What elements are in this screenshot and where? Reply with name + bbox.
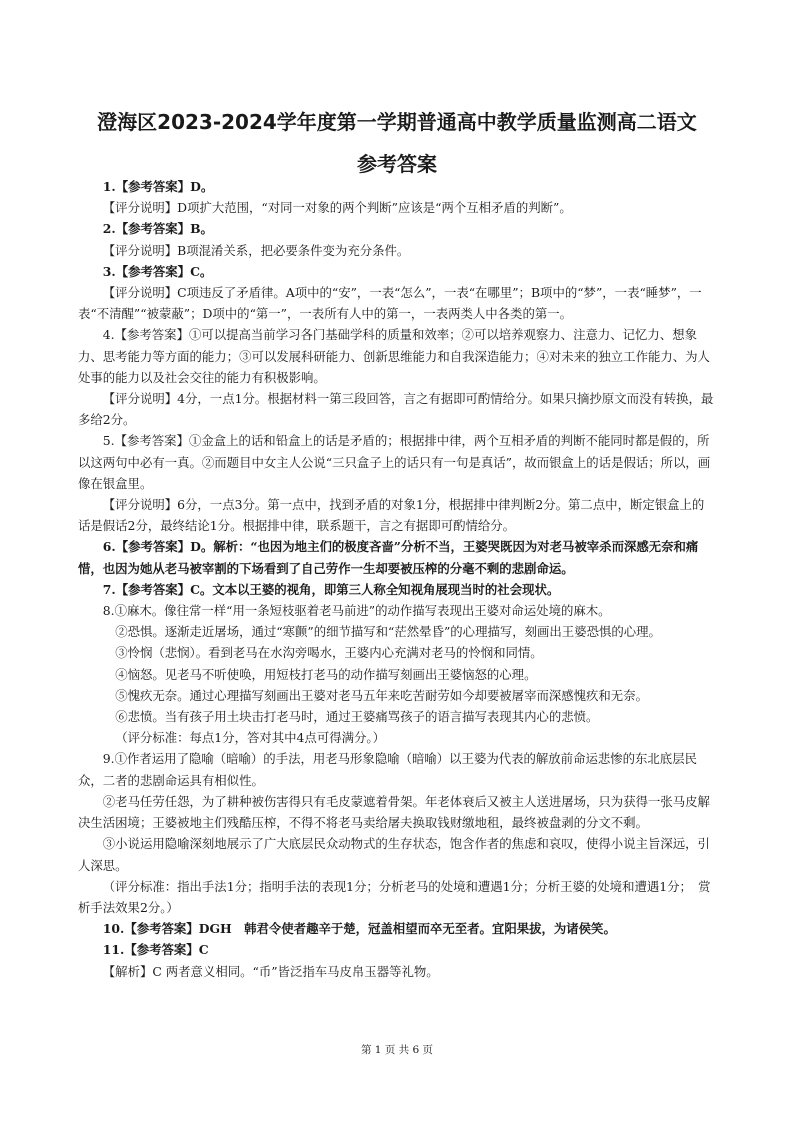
page-footer: 第 1 页 共 6 页 (360, 1044, 434, 1056)
answer-paragraph: ④恼怒。见老马不听使唤，用短枝打老马的动作描写刻画出王婆恼怒的心理。 (115, 666, 537, 682)
answer-list (78, 176, 716, 982)
answer-paragraph: 4.【参考答案】①可以提高当前学习各门基础学科的质量和效率；②可以培养观察力、注意力、记忆力、想象力、思考能力等方面的能力；③可以发展科研能力、创新思维能力和自我深造能力；④对未来的独立工作能力、为人处事的能力以及社会交往的能力有积极影响。 (78, 327, 710, 385)
answer-paragraph: 【评分说明】B项混淆关系，把必要条件变为充分条件。 (102, 242, 410, 258)
answer-paragraph: （评分标准：指出手法1分；指明手法的表现1分；分析老马的处境和遭遇1分；分析王婆的处境和遭遇1分； 赏析手法效果2分。） (78, 878, 711, 915)
answer-paragraph: ⑥悲愤。当有孩子用土块击打老马时，通过王婆痛骂孩子的语言描写表现其内心的悲愤。 (115, 709, 599, 725)
answer-paragraph: 7.【参考答案】C。文本以王婆的视角，即第三人称全知视角展现当时的社会现状。 (102, 581, 560, 597)
answer-paragraph: 10.【参考答案】DGH 韩君令使者趣辛于楚，冠盖相望而卒无至者。宜阳果拔，为诸侯笑。 (102, 921, 616, 937)
answer-paragraph: 11.【参考答案】C (102, 942, 209, 958)
answer-paragraph: ⑤愧疚无奈。通过心理描写刻画出王婆对老马五年来吃苦耐劳如今却要被屠宰而深感愧疚和无奈。 (115, 687, 648, 703)
answer-paragraph: 【解析】C 两者意义相同。“币”皆泛指车马皮帛玉器等礼物。 (102, 963, 439, 979)
document-title: 澄海区2023-2024学年度第一学期普通高中教学质量监测高二语文 (97, 110, 697, 134)
answer-paragraph: 【评分说明】6分，一点3分。第一点中，找到矛盾的对象1分，根据排中律判断2分。第二点中，断定银盒上的话是假话2分，最终结论1分。根据排中律，联系题干，言之有据即可酌情给分。 (78, 497, 705, 534)
answer-paragraph: 【评分说明】4分，一点1分。根据材料一第三段回答，言之有据即可酌情给分。如果只摘抄原文而没有转换，最多给2分。 (78, 391, 714, 428)
answer-paragraph: ③小说运用隐喻深刻地展示了广大底层民众动物式的生存状态，饱含作者的焦虑和哀叹，使得小说主旨深远，引人深思。 (78, 836, 710, 873)
answer-paragraph: 5.【参考答案】①金盒上的话和铅盒上的话是矛盾的；根据排中律，两个互相矛盾的判断不能同时都是假的，所以这两句中必有一真。②而题目中女主人公说“三只盒子上的话只有一句是真话”，故而银盒上的话是假话；所以，画像在银盒里。 (78, 433, 711, 491)
answer-paragraph: 1.【参考答案】D。 (102, 179, 214, 194)
document-subtitle: 参考答案 (357, 152, 437, 176)
answer-paragraph: 2.【参考答案】B。 (102, 221, 213, 237)
answer-paragraph: 3.【参考答案】C。 (102, 263, 213, 279)
answer-paragraph: 6.【参考答案】D。解析：“也因为地主们的极度吝啬”分析不当，王婆哭既因为对老马被宰杀而深感无奈和痛惜，也因为她从老马被宰割的下场看到了自己劳作一生却要被压榨的分毫不剩的悲剧命运。 (78, 539, 699, 576)
answer-paragraph: 【评分说明】C项违反了矛盾律。A项中的“安”，一表“怎么”，一表“在哪里”；B项中的“梦”，一表“睡梦”，一表“不清醒”“被蒙蔽”；D项中的“第一”，一表所有人中的第一，一表两类人中各类的第一。 (78, 285, 702, 322)
answer-paragraph: ③怜悯（悲悯）。看到老马在水沟旁喝水，王婆内心充满对老马的怜悯和同情。 (115, 645, 543, 661)
answer-paragraph: ②老马任劳任怨，为了耕种被伤害得只有毛皮蒙遮着骨架。年老体衰后又被主人送进屠场，只为获得一张马皮解决生活困境；王婆被地主们残酷压榨，不得不将老马卖给屠夫换取钱财缴地租，最终被盘剥的分文不剩。 (78, 793, 710, 831)
answer-paragraph: 9.①作者运用了隐喻（暗喻）的手法，用老马形象隐喻（暗喻）以王婆为代表的解放前命运悲惨的东北底层民众，二者的悲剧命运具有相似性。 (78, 751, 697, 788)
answer-paragraph: ②恐惧。逐渐走近屠场，通过“寒颤”的细节描写和“茫然晕昏”的心理描写，刻画出王婆恐惧的心理。 (115, 624, 661, 640)
answer-paragraph: （评分标准：每点1分，答对其中4点可得满分。） (115, 730, 385, 746)
answer-paragraph: 【评分说明】D项扩大范围，“对同一对象的两个判断”应该是“两个互相矛盾的判断”。 (102, 200, 572, 216)
answer-paragraph: 8.①麻木。像往常一样“用一条短枝驱着老马前进”的动作描写表现出王婆对命运处境的麻木。 (102, 603, 611, 619)
